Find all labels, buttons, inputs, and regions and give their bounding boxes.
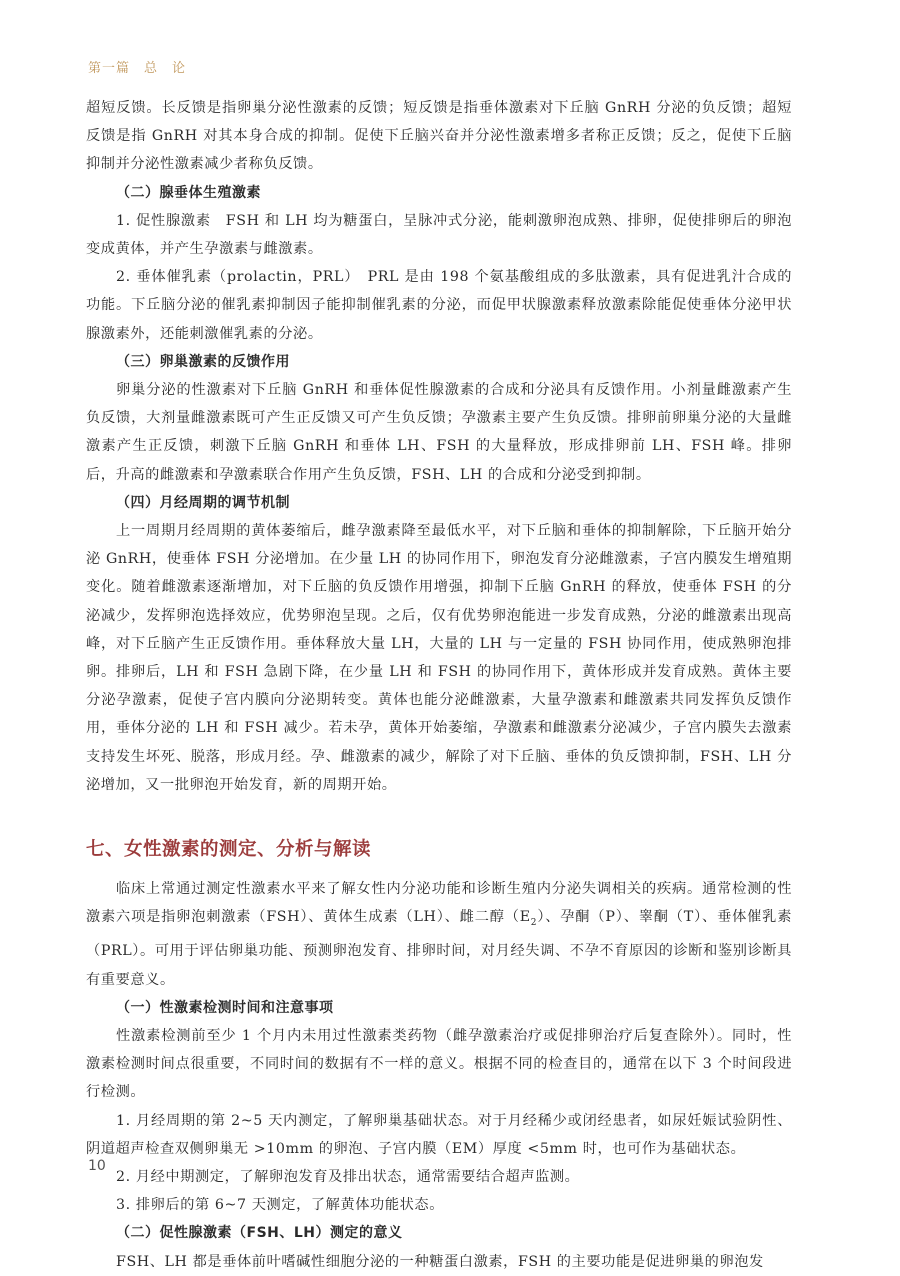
paragraph-gonadotropin-significance: FSH、LH 都是垂体前叶嗜碱性细胞分泌的一种糖蛋白激素，FSH 的主要功能是促进卵巢的卵泡发: [116, 1253, 764, 1270]
intro-text-part1: 临床上常通过测定性激素水平来了解女性内分泌功能和诊断生殖内分泌失调相关的疾病。通常检测的性激素六项是指卵泡刺激素（FSH）、黄体生成素（LH）、雌二醇（E: [86, 881, 792, 926]
running-head: 第一篇 总 论: [88, 61, 187, 76]
list-item: 3. 排卵后的第 6~7 天测定，了解黄体功能状态。: [116, 1197, 444, 1214]
list-item: 1. 月经周期的第 2~5 天内测定，了解卵巢基础状态。对于月经稀少或闭经患者，如尿妊娠试验阴性、阴道超声检查双侧卵巢无 >10mm 的卵泡、子宫内膜（EM）厚度 <5mm 时，也可作为基础状态。: [86, 1112, 792, 1157]
list-item: 1. 促性腺激素 FSH 和 LH 均为糖蛋白，呈脉冲式分泌，能刺激卵泡成熟、排卵，促使排卵后的卵泡变成黄体，并产生孕激素与雌激素。: [86, 212, 792, 258]
list-item: 2. 垂体催乳素（prolactin，PRL） PRL 是由 198 个氨基酸组成的多肽激素，具有促进乳汁合成的功能。下丘脑分泌的催乳素抑制因子能抑制催乳素的分泌，而促甲状腺激素释放激素除能促使垂体分泌甲状腺激素外，还能刺激催乳素的分泌。: [86, 269, 792, 342]
section-intro-paragraph: [86, 875, 792, 994]
paragraph-menstrual-regulation: 上一周期月经周期的黄体萎缩后，雌孕激素降至最低水平，对下丘脑和垂体的抑制解除，下丘脑开始分泌 GnRH，使垂体 FSH 分泌增加。在少量 LH 的协同作用下，卵泡发育分泌雌激素，子宫内膜发生增殖期变化。随着雌激素逐渐增加，对下丘脑的负反馈作用增强，抑制下丘脑 GnRH 的释放，使垂体 FSH 的分泌减少，发挥卵泡选择效应，优势卵泡呈现。之后，仅有优势卵泡能进一步发育成熟，分泌的雌激素出现高峰，对下丘脑产生正反馈作用。垂体释放大量 LH，大量的 LH 与一定量的 FSH 协同作用，使成熟卵泡排卵。排卵后，LH 和 FSH 急剧下降，在少量 LH 和 FSH 的协同作用下，黄体形成并发育成熟。黄体主要分泌孕激素，促使子宫内膜向分泌期转变。黄体也能分泌雌激素，大量孕激素和雌激素共同发挥负反馈作用，垂体分泌的 LH 和 FSH 减少。若未孕，黄体开始萎缩，孕激素和雌激素分泌减少，子宫内膜失去激素支持发生坏死、脱落，形成月经。孕、雌激素的减少，解除了对下丘脑、垂体的负反馈抑制，FSH、LH 分泌增加，又一批卵泡开始发育，新的周期开始。: [86, 523, 792, 793]
page-number: 10: [88, 1158, 106, 1174]
subsection-heading-gonadotropin-significance: （二）促性腺激素（FSH、LH）测定的意义: [116, 1225, 403, 1242]
subsection-heading-ovarian-feedback: （三）卵巢激素的反馈作用: [116, 353, 290, 370]
estradiol-subscript: 2: [530, 918, 538, 929]
list-item: 2. 月经中期测定，了解卵泡发育及排出状态，通常需要结合超声监测。: [116, 1168, 580, 1185]
section-title: 七、女性激素的测定、分析与解读: [86, 839, 372, 861]
page-content: [86, 94, 792, 1276]
intro-text-part2: ）、孕酮（P）、睾酮（T）、垂体催乳素（PRL）。可用于评估卵巢功能、预测卵泡发育、排卵时间，对月经失调、不孕不育原因的诊断和鉴别诊断具有重要意义。: [86, 909, 792, 988]
paragraph-ovarian-feedback: 卵巢分泌的性激素对下丘脑 GnRH 和垂体促性腺激素的合成和分泌具有反馈作用。小剂量雌激素产生负反馈，大剂量雌激素既可产生正反馈又可产生负反馈；孕激素主要产生负反馈。排卵前卵巢分泌的大量雌激素产生正反馈，刺激下丘脑 GnRH 和垂体 LH、FSH 的大量释放，形成排卵前 LH、FSH 峰。排卵后，升高的雌激素和孕激素联合作用产生负反馈，FSH、LH 的合成和分泌受到抑制。: [86, 382, 792, 483]
subsection-heading-menstrual-regulation: （四）月经周期的调节机制: [116, 494, 290, 511]
subsection-heading-pituitary-hormones: （二）腺垂体生殖激素: [116, 184, 261, 201]
subsection-heading-testing-time: （一）性激素检测时间和注意事项: [116, 999, 334, 1016]
intro-paragraph: 超短反馈。长反馈是指卵巢分泌性激素的反馈；短反馈是指垂体激素对下丘脑 GnRH 分泌的负反馈；超短反馈是指 GnRH 对其本身合成的抑制。促使下丘脑兴奋并分泌性激素增多者称正反馈；反之，促使下丘脑抑制并分泌性激素减少者称负反馈。: [86, 100, 792, 173]
paragraph-testing-time: 性激素检测前至少 1 个月内未用过性激素类药物（雌孕激素治疗或促排卵治疗后复查除外）。同时，性激素检测时间点很重要，不同时间的数据有不一样的意义。根据不同的检查目的，通常在以下 3 个时间段进行检测。: [86, 1027, 792, 1101]
